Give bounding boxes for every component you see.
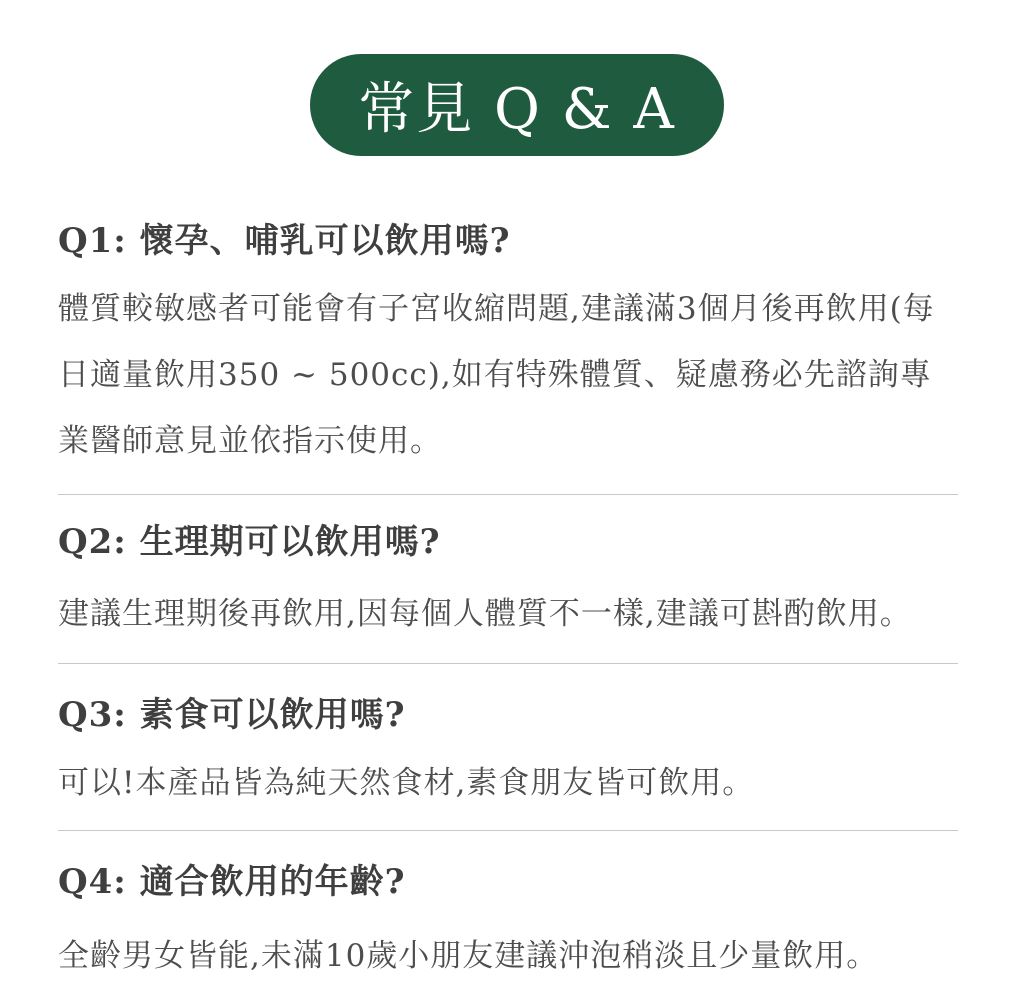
answer-2: 建議生理期後再飲用,因每個人體質不一樣,建議可斟酌飲用。 <box>58 596 912 632</box>
answer-1: 體質較敏感者可能會有子宮收縮問題,建議滿3個月後再飲用(每日適量飲用350 ~ 500cc),如有特殊體質、疑慮務必先諮詢專業醫師意見並依指示使用。 <box>58 291 935 459</box>
answer-4: 全齡男女皆能,未滿10歲小朋友建議沖泡稍淡且少量飲用。 <box>58 938 879 974</box>
question-3: Q3: 素食可以飲用嗎? <box>58 695 406 735</box>
qa-list <box>58 202 958 989</box>
answer-3: 可以!本產品皆為純天然食材,素食朋友皆可飲用。 <box>58 765 755 801</box>
page-title: 常見 Q & A <box>310 54 724 156</box>
qa-item <box>58 206 958 495</box>
question-4: Q4: 適合飲用的年齡? <box>58 862 406 902</box>
qa-item <box>58 680 958 831</box>
qa-item <box>58 507 958 664</box>
question-2: Q2: 生理期可以飲用嗎? <box>58 522 441 562</box>
qa-item <box>58 847 958 989</box>
question-1: Q1: 懷孕、哺乳可以飲用嗎? <box>58 221 511 261</box>
